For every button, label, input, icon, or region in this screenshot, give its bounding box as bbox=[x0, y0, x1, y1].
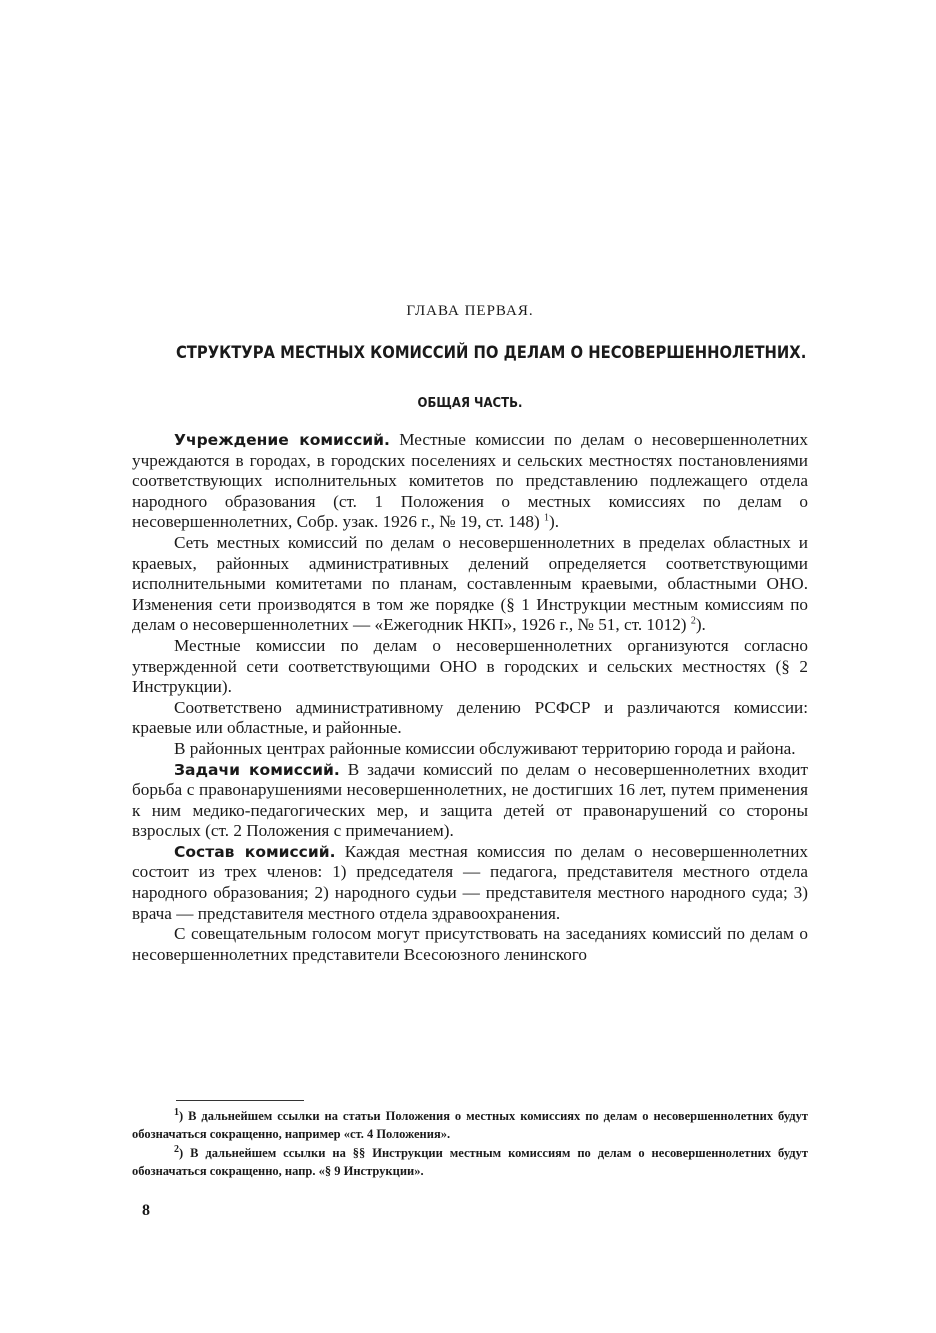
paragraph-text: Сеть местных комиссий по делам о несовершеннолетних в пределах областных и краевых, районных административных делений определяется соответствующими исполнительными комитетами по планам, составленным краевыми, областными ОНО. Изменения сети производятся в том же порядке (§ 1 Инструкции местным комиссиям по делам о несовершеннолетних — «Ежегодник НКП», 1926 г., № 51, ст. 1012) bbox=[132, 532, 808, 635]
footnote-divider bbox=[176, 1100, 304, 1101]
body-text bbox=[132, 430, 808, 965]
paragraph-districts: В районных центрах районные комиссии обслуживают территорию города и района. bbox=[174, 738, 796, 758]
footnote-mark: 2 bbox=[174, 1143, 179, 1155]
footnotes bbox=[132, 1108, 808, 1182]
section-title: ОБЩАЯ ЧАСТЬ. bbox=[417, 396, 523, 411]
footnote-text: ) В дальнейшем ссылки на §§ Инструкции местным комиссиям по делам о несовершеннолетних будут обозначаться сокращенно, напр. «§ 9 Инструкции». bbox=[132, 1146, 808, 1178]
footnote-2 bbox=[132, 1145, 808, 1180]
paragraph-tasks bbox=[132, 760, 808, 842]
paragraph-lead: Учреждение комиссий. bbox=[174, 431, 390, 449]
paragraph-advisory: С совещательным голосом могут присутствовать на заседаниях комиссий по делам о несовершеннолетних представители Всесоюзного ленинского bbox=[132, 924, 808, 964]
book-page bbox=[132, 0, 808, 1333]
paragraph-network bbox=[132, 533, 808, 636]
paragraph-text: Местные комиссии по делам о несовершеннолетних учреждаются в городах, в городских поселениях и сельских местностях постановлениями соответствующих исполнительных комитетов по представлению подлежащего отдела народного образования (ст. 1 Положения о местных комиссиях по делам о несовершеннолетних, Собр. узак. 1926 г., № 19, ст. 148) bbox=[132, 430, 808, 532]
paragraph-lead: Состав комиссий. bbox=[174, 842, 336, 861]
footnote-ref: 2 bbox=[690, 615, 696, 627]
paragraph-composition bbox=[132, 842, 808, 924]
chapter-label: ГЛАВА ПЕРВАЯ. bbox=[406, 303, 534, 319]
paragraph-text: Каждая местная комиссия по делам о несовершеннолетних состоит из трех членов: 1) председателя — педагога, представителя местного отдела народного образования; 2) народного судьи — представителя местного народного суда; 3) врача — представителя местного отдела здравоохранения. bbox=[132, 841, 808, 923]
footnote-1 bbox=[132, 1108, 808, 1143]
page-number: 8 bbox=[142, 1202, 150, 1219]
paragraph-establishment bbox=[132, 430, 808, 533]
paragraph-types: Соответствено административному делению РСФСР и различаются комиссии: краевые или областные, и районные. bbox=[132, 697, 808, 738]
paragraph-end: ). bbox=[548, 512, 560, 532]
paragraph-end: ). bbox=[695, 615, 706, 635]
footnote-text: ) В дальнейшем ссылки на статьи Положения о местных комиссиях по делам о несовершеннолетних будут обозначаться сокращенно, например «ст. 4 Положения». bbox=[132, 1109, 808, 1141]
footnote-ref: 1 bbox=[543, 512, 549, 524]
footnote-mark: 1 bbox=[174, 1106, 179, 1118]
paragraph-text: В задачи комиссий по делам о несовершеннолетних входит борьба с правонарушениями несовершеннолетних, не достигших 16 лет, путем применения к ним медико-педагогических мер, и защита детей от правонарушений со стороны взрослых (ст. 2 Положения с примечанием). bbox=[132, 759, 809, 841]
paragraph-organization: Местные комиссии по делам о несовершеннолетних организуются согласно утвержденной сети соответствующими ОНО в городских и сельских местностях (§ 2 Инструкции). bbox=[132, 635, 808, 697]
chapter-title: СТРУКТУРА МЕСТНЫХ КОМИССИЙ ПО ДЕЛАМ О НЕСОВЕРШЕННОЛЕТНИХ. bbox=[175, 343, 807, 363]
paragraph-lead: Задачи комиссий. bbox=[174, 760, 340, 779]
